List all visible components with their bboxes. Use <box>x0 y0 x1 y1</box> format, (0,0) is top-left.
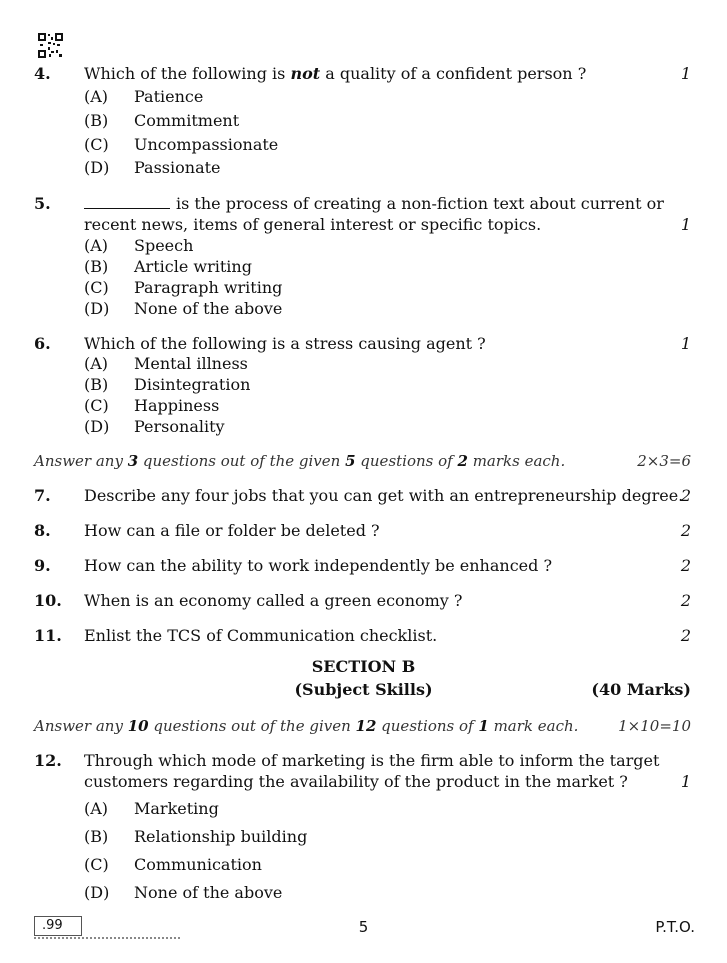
option-text: None of the above <box>134 883 283 902</box>
option-text: Speech <box>134 236 194 255</box>
question-text: Describe any four jobs that you can get with an entrepreneurship degree. <box>84 486 684 505</box>
question-number: 10. <box>34 591 62 610</box>
option-text: Marketing <box>134 799 219 818</box>
option-text: Passionate <box>134 158 221 177</box>
option-text: Mental illness <box>134 354 248 373</box>
option-label: (B) <box>84 257 109 276</box>
option-label: (A) <box>84 87 109 106</box>
section-marks: (40 Marks) <box>591 680 691 699</box>
option-text: Uncompassionate <box>134 135 279 154</box>
option-label: (A) <box>84 799 109 818</box>
question-number: 11. <box>34 626 62 645</box>
question-marks: 2 <box>680 591 691 610</box>
question-marks: 2 <box>680 626 691 645</box>
option-text: Paragraph writing <box>134 278 283 297</box>
question-number: 12. <box>34 751 62 770</box>
option-label: (D) <box>84 883 110 902</box>
question-text-line2: customers regarding the availability of the product in the market ? <box>84 772 628 791</box>
qr-code-icon <box>38 33 63 58</box>
question-number: 7. <box>34 486 51 505</box>
question-text: How can the ability to work independently be enhanced ? <box>84 556 553 575</box>
instruction-marks: 1×10=10 <box>618 717 691 735</box>
option-label: (B) <box>84 111 109 130</box>
option-label: (D) <box>84 299 110 318</box>
question-text: is the process of creating a non-fiction text about current or <box>84 193 664 214</box>
page-number: 5 <box>358 918 369 936</box>
question-marks: 1 <box>680 334 691 353</box>
option-label: (C) <box>84 278 109 297</box>
question-number: 6. <box>34 334 51 353</box>
question-marks: 2 <box>680 486 691 505</box>
option-text: None of the above <box>134 299 283 318</box>
option-text: Relationship building <box>134 827 308 846</box>
question-marks: 2 <box>680 521 691 540</box>
option-text: Personality <box>134 417 225 436</box>
question-text: Through which mode of marketing is the firm able to inform the target <box>84 751 660 770</box>
section-subtitle: (Subject Skills) <box>294 680 433 699</box>
question-text: When is an economy called a green economy ? <box>84 591 463 610</box>
question-number: 8. <box>34 521 51 540</box>
option-text: Happiness <box>134 396 220 415</box>
option-text: Article writing <box>134 257 252 276</box>
paper-code: .99 <box>42 918 63 933</box>
option-text: Commitment <box>134 111 240 130</box>
option-label: (C) <box>84 396 109 415</box>
section-instruction: Answer any 10 questions out of the given 12 questions of 1 mark each. <box>34 717 579 735</box>
option-label: (C) <box>84 135 109 154</box>
pto-label: P.T.O. <box>655 918 695 936</box>
option-label: (D) <box>84 417 110 436</box>
option-label: (D) <box>84 158 110 177</box>
question-number: 5. <box>34 194 51 213</box>
question-text: Which of the following is a stress causing agent ? <box>84 334 486 353</box>
option-label: (A) <box>84 354 109 373</box>
option-text: Disintegration <box>134 375 251 394</box>
question-marks: 1 <box>680 215 691 234</box>
option-label: (B) <box>84 827 109 846</box>
option-label: (A) <box>84 236 109 255</box>
option-label: (C) <box>84 855 109 874</box>
fill-in-blank <box>84 208 170 209</box>
section-title: SECTION B <box>311 657 416 676</box>
option-text: Patience <box>134 87 204 106</box>
option-label: (B) <box>84 375 109 394</box>
question-text: Enlist the TCS of Communication checklist. <box>84 626 438 645</box>
question-marks: 1 <box>680 772 691 791</box>
footer-dotted-line <box>34 937 180 939</box>
question-text-line2: recent news, items of general interest or specific topics. <box>84 215 542 234</box>
question-text: How can a file or folder be deleted ? <box>84 521 380 540</box>
question-marks: 2 <box>680 556 691 575</box>
question-text: Which of the following is not a quality of a confident person ? <box>84 64 587 83</box>
question-number: 4. <box>34 64 51 83</box>
option-text: Communication <box>134 855 262 874</box>
question-marks: 1 <box>680 64 691 83</box>
instruction-marks: 2×3=6 <box>637 452 691 470</box>
question-number: 9. <box>34 556 51 575</box>
section-instruction: Answer any 3 questions out of the given 5 questions of 2 marks each. <box>34 452 566 470</box>
